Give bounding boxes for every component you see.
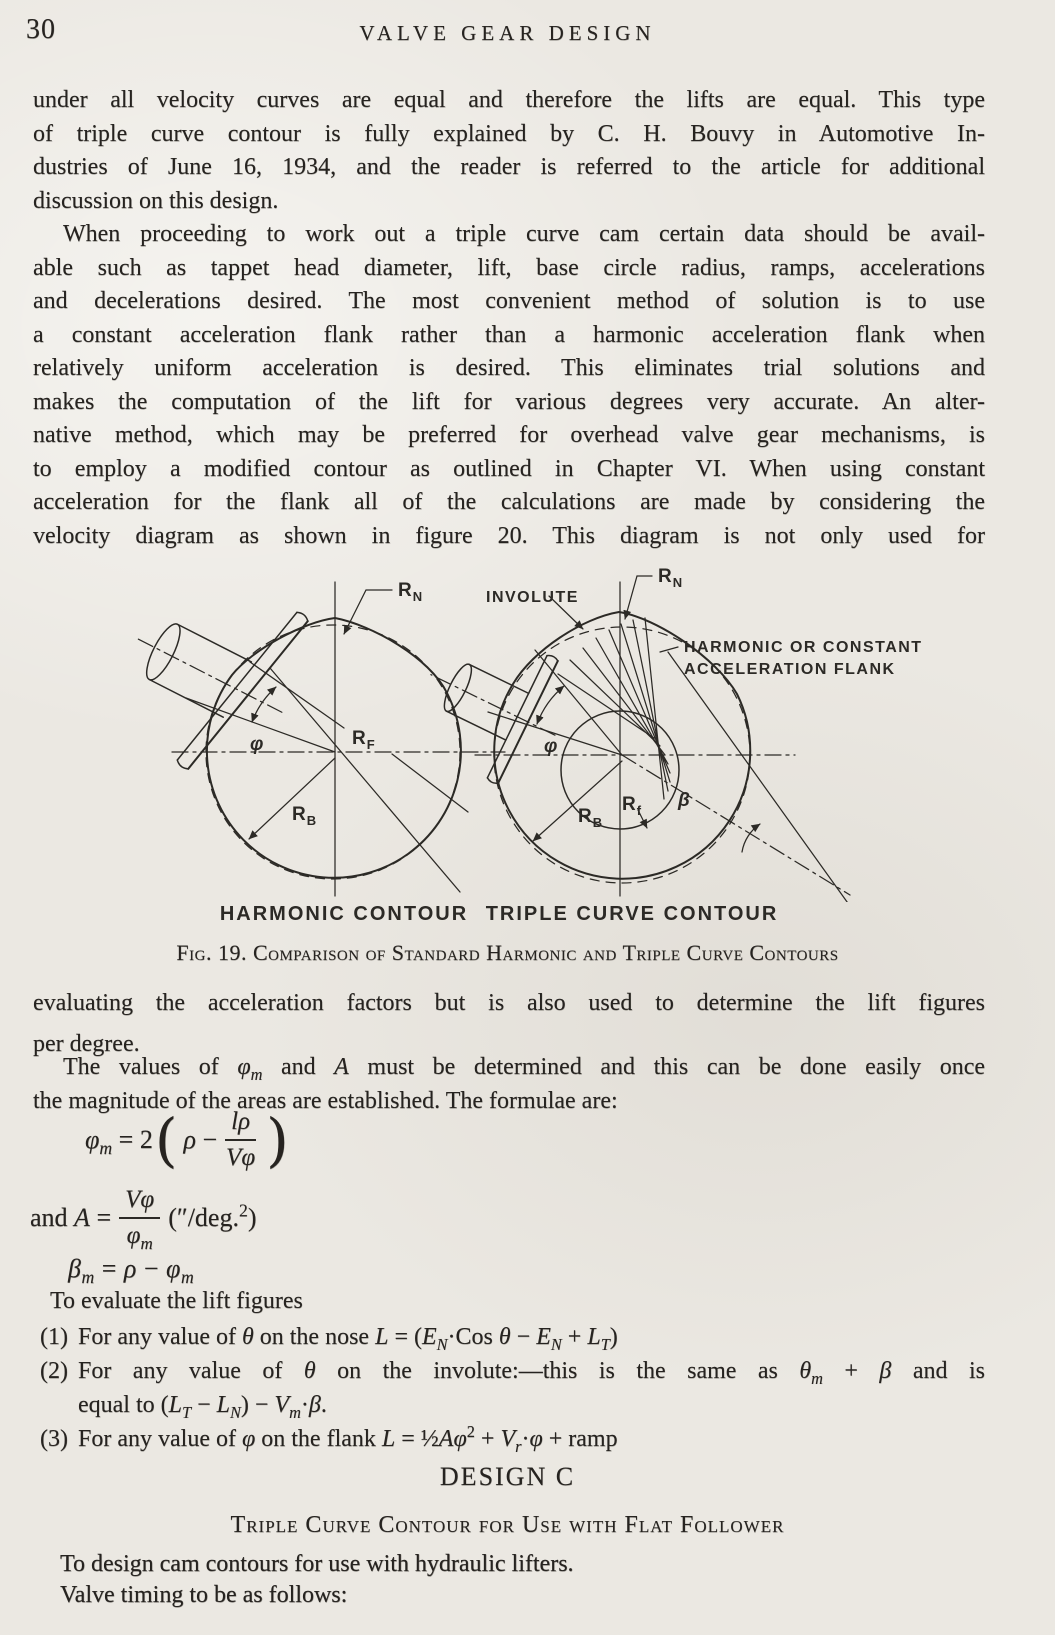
fraction: [225, 1108, 256, 1172]
label-rb-left: $R_B$: [292, 804, 318, 828]
list-item: [40, 1320, 985, 1354]
list-item: [40, 1354, 985, 1422]
label-rn-left: $R_N$: [398, 580, 424, 604]
item-text: [78, 1320, 985, 1354]
label-rf-right: $R_f$: [622, 794, 643, 818]
right-diagram-caption: TRIPLE CURVE CONTOUR: [485, 903, 779, 925]
text-line: under all velocity curves are equal and therefore the lifts are equal. This type: [33, 87, 985, 113]
stem-end: [140, 620, 186, 684]
text-line: velocity diagram as shown in figure 20. This diagram is not only used for: [33, 522, 985, 549]
figure-19-diagrams: [0, 540, 1055, 902]
list-intro: To evaluate the lift figures: [50, 1288, 303, 1314]
text-line: per degree.: [33, 1031, 140, 1057]
formula-lhs: and A =: [30, 1203, 112, 1232]
item-text: [78, 1422, 985, 1456]
text-line: equal to $(L_T - L_N) - V_m\cdot\beta$.: [78, 1392, 327, 1422]
item-text: [78, 1354, 985, 1422]
base-radius-arrow: [533, 761, 622, 841]
numerator: Vφ: [119, 1186, 160, 1219]
text-line: the magnitude of the areas are established. The formulae are:: [33, 1088, 618, 1114]
label-phi-left: φ: [250, 734, 265, 755]
list-item: [40, 1422, 985, 1456]
page-number: 30: [26, 14, 56, 45]
base-radius-arrow: [249, 758, 335, 839]
text-line: of triple curve contour is fully explained by C. H. Bouvy in Automotive In-: [33, 120, 985, 147]
label-flank-line1: HARMONIC OR CONSTANT: [684, 639, 923, 656]
text-line: a constant acceleration flank rather than a harmonic acceleration flank when: [33, 321, 985, 348]
cam-outline: [207, 618, 461, 878]
text-line: evaluating the acceleration factors but is also used to determine the lift figures: [33, 990, 985, 1016]
contact-diagonal: [270, 668, 460, 892]
flank-tangent-line: [668, 652, 860, 902]
text-line: The values of $\varphi_m$ and A must be determined and this can be done easily once: [63, 1054, 985, 1084]
label-rf-left: $R_F$: [352, 728, 376, 752]
text-line: and decelerations desired. The most convenient method of solution is to use: [33, 288, 985, 314]
running-title: VALVE GEAR DESIGN: [359, 21, 656, 45]
triple-curve-contour-diagram: [400, 566, 922, 902]
phi-angle-arc: [252, 687, 276, 722]
label-beta: β: [678, 790, 691, 811]
label-phi-right: φ: [544, 736, 559, 757]
section-heading: DESIGN C: [439, 1462, 576, 1491]
text-line: When proceeding to work out a triple curve cam certain data should be avail-: [63, 221, 985, 247]
label-involute: INVOLUTE: [486, 589, 579, 606]
text-line: native method, which may be preferred for overhead valve gear mechanisms, is: [33, 422, 985, 448]
section-subheading: Triple Curve Contour for Use with Flat Follower: [230, 1512, 785, 1538]
label-flank-line2: ACCELERATION FLANK: [684, 661, 896, 678]
text-line: to employ a modified contour as outlined in Chapter VI. When using constant: [33, 455, 985, 482]
formula-unit: (″/deg.$^2$): [168, 1200, 257, 1232]
text-line: For any value of θ on the nose $L = (E_N\cdot Cos$ $\theta - E_N + L_T$): [78, 1324, 618, 1354]
fraction: [119, 1186, 160, 1253]
item-number: (1): [40, 1324, 68, 1350]
formula-term: ρ −: [183, 1125, 218, 1154]
denominator: $\varphi_m$: [126, 1222, 153, 1253]
design-text-line: To design cam contours for use with hydraulic lifters.: [60, 1551, 574, 1577]
left-diagram-caption: HARMONIC CONTOUR: [219, 903, 469, 925]
text-line: For any value of θ on the involute:—this is the same as $\theta_m + \beta$ and is: [78, 1358, 985, 1388]
formula-a: [30, 1186, 257, 1253]
nose-radius-leader: [625, 576, 652, 619]
item-number: (2): [40, 1358, 68, 1384]
flat-follower-tappet: [84, 540, 343, 798]
paragraph: [33, 218, 985, 553]
denominator: Vφ: [226, 1144, 256, 1171]
label-rb-right: $R_B$: [578, 806, 604, 830]
tappet-head-back: [177, 612, 297, 760]
text-line: acceleration for the flank all of the calculations are made by considering the: [33, 489, 985, 515]
formula-beta-m: $\beta_m = \rho - \varphi_m$: [68, 1254, 195, 1288]
flank-label-leader: [660, 647, 678, 652]
text-line: relatively uniform acceleration is desired. This eliminates trial solutions and: [33, 355, 985, 381]
text-line: For any value of φ on the flank $L = \frac{1}{2}A\varphi^2 + V_r\cdot\varphi$ + ramp: [78, 1422, 618, 1456]
text-line: dustries of June 16, 1934, and the reader is referred to the article for additional: [33, 154, 985, 180]
formula-phi-m: $\varphi_m = 2$ ( ρ − $\frac{l\rho}{V\varphi}$ ): [85, 1106, 289, 1174]
lift-figure-list: [40, 1320, 985, 1456]
nose-radius-leader: [344, 590, 392, 634]
numerator: lρ: [225, 1108, 256, 1141]
involute-fan: [558, 618, 670, 799]
tappet-stem: [120, 609, 296, 740]
design-text-line: Valve timing to be as follows:: [60, 1582, 348, 1608]
harmonic-contour-diagram: [84, 540, 505, 896]
formula-lhs: $\varphi_m = 2$: [85, 1125, 153, 1159]
paragraph: [33, 84, 985, 218]
text-line: makes the computation of the lift for various degrees very accurate. An alter-: [33, 388, 985, 415]
figure-caption: Fig. 19. Comparison of Standard Harmonic and Triple Curve Contours: [176, 940, 839, 965]
item-number: (3): [40, 1426, 68, 1452]
label-rn-right: $R_N$: [658, 566, 684, 590]
text-line: discussion on this design.: [33, 187, 279, 214]
phi-angle-arc: [537, 686, 564, 724]
text-line: able such as tappet head diameter, lift, base circle radius, ramps, accelerations: [33, 254, 985, 281]
